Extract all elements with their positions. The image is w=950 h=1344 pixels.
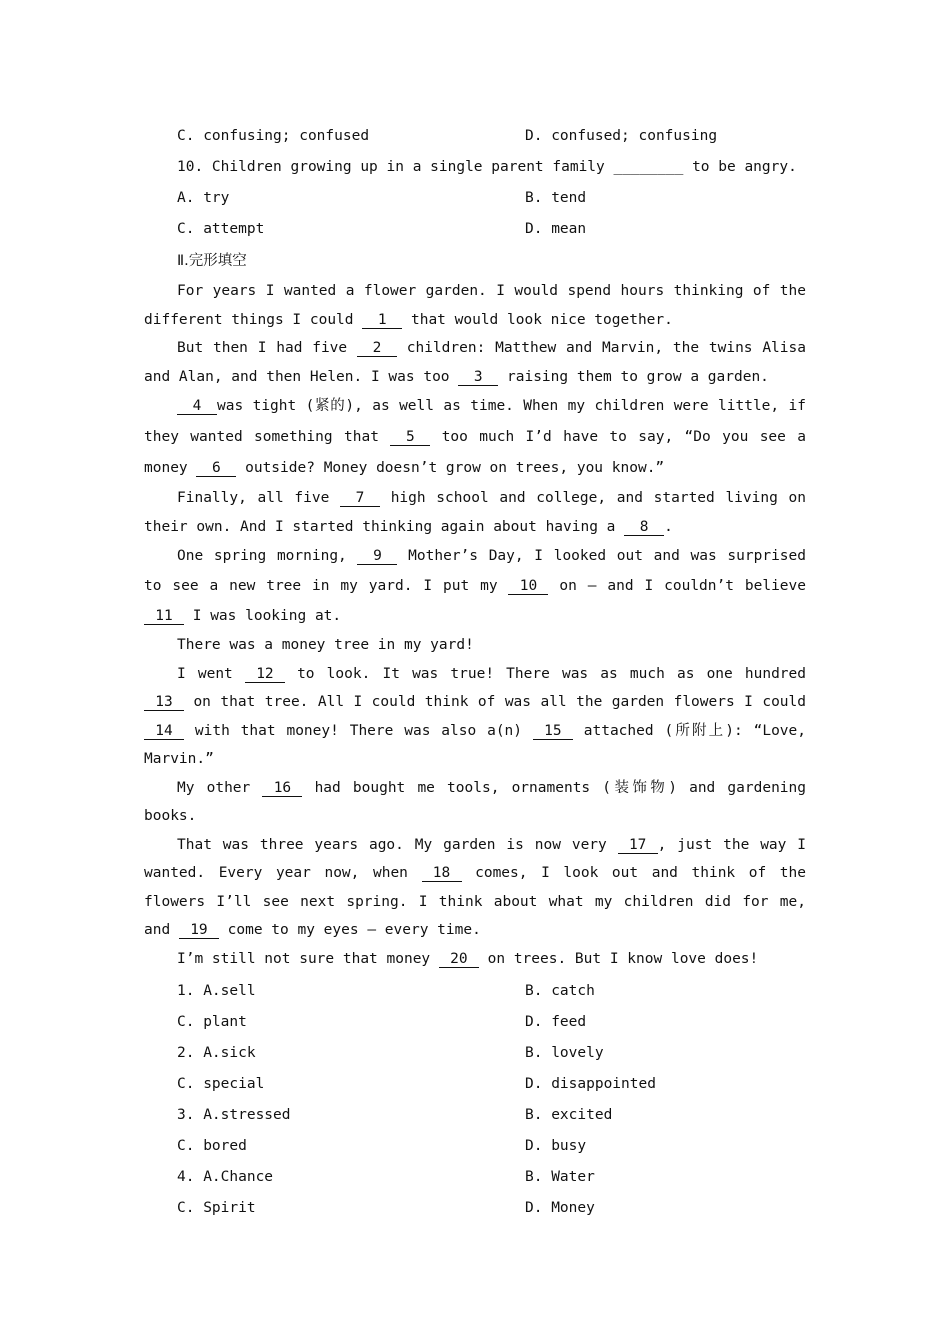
q1-options-cd — [144, 1006, 806, 1037]
option-a: A. try — [177, 189, 230, 206]
option-c: C. plant — [177, 1013, 247, 1030]
cloze-options — [144, 975, 806, 1223]
blank-6: 6 — [196, 460, 236, 477]
blank-7: 7 — [340, 490, 380, 507]
text: that would look nice together. — [402, 311, 673, 328]
option-a: 1. A.sell — [177, 982, 256, 999]
text: high school and college, and started living on their own. And I started thinking again about having a — [144, 490, 806, 535]
blank-20: 20 — [439, 951, 479, 968]
blank-12: 12 — [245, 666, 285, 683]
text: attached (所附上): “Love, Marvin.” — [144, 722, 806, 767]
blank-8: 8 — [624, 519, 664, 536]
text: outside? Money doesn’t grow on trees, you know.” — [236, 460, 665, 476]
q9-options-cd — [144, 120, 806, 151]
q4-options-ab — [144, 1161, 806, 1192]
text: come to my eyes — every time. — [218, 922, 481, 938]
q10-options-cd — [144, 213, 806, 244]
option-c: C. confusing; confused — [177, 127, 370, 144]
passage-paragraph-2 — [144, 334, 806, 391]
passage-paragraph-10 — [144, 945, 806, 974]
text: For years I wanted a flower garden. I would spend hours thinking of the different things I could — [144, 283, 806, 328]
q10-stem — [144, 151, 806, 182]
text: . — [664, 518, 673, 535]
option-d: D. disappointed — [525, 1075, 656, 1092]
text: on — and I couldn’t believe — [548, 578, 806, 594]
option-b: B. tend — [525, 189, 587, 206]
option-a: 3. A.stressed — [177, 1106, 291, 1123]
option-d: D. feed — [525, 1013, 587, 1030]
text: comes, I look out and think of the flowers I’ll see next spring. I think about what my children did for me, and — [144, 865, 806, 938]
option-c: C. special — [177, 1075, 265, 1092]
passage-paragraph-7 — [144, 660, 806, 774]
option-a: 4. A.Chance — [177, 1168, 274, 1185]
option-b: B. excited — [525, 1106, 613, 1123]
text: , just the way I wanted. Every year now, when — [144, 836, 806, 881]
blank-19: 19 — [179, 922, 219, 939]
q2-options-cd — [144, 1068, 806, 1099]
section-title: Ⅱ.完形填空 — [177, 253, 247, 269]
text: Mother’s Day, I looked out and was surprised to see a new tree in my yard. I put my — [144, 548, 806, 594]
q1-options-ab — [144, 975, 806, 1006]
option-b: B. catch — [525, 982, 595, 999]
text: My other — [177, 779, 263, 796]
blank-2: 2 — [357, 340, 397, 357]
q10-stem-after: to be angry. — [683, 158, 797, 175]
text: was tight (紧的), as well as time. When my children were little, if they wanted something that — [144, 398, 806, 445]
option-d: D. mean — [525, 220, 587, 237]
passage-paragraph-6 — [144, 631, 806, 660]
q10-stem-before: 10. Children growing up in a single parent family — [177, 158, 614, 175]
blank-15: 15 — [533, 723, 573, 740]
option-d: D. Money — [525, 1199, 595, 1216]
text: had bought me tools, ornaments (装饰物) and gardening books. — [144, 779, 806, 824]
option-d: D. confused; confusing — [525, 127, 718, 144]
text: on that tree. All I could think of was all the garden flowers I could — [184, 694, 806, 710]
blank-10: 10 — [508, 578, 548, 595]
blank-1: 1 — [362, 312, 402, 329]
blank-5: 5 — [390, 429, 430, 446]
q2-options-ab — [144, 1037, 806, 1068]
text: That was three years ago. My garden is now very — [177, 836, 618, 853]
option-c: C. Spirit — [177, 1199, 256, 1216]
blank-17: 17 — [618, 837, 658, 854]
text: I was looking at. — [184, 608, 342, 624]
blank-4: 4 — [177, 398, 217, 415]
passage-paragraph-1 — [144, 277, 806, 334]
blank-11: 11 — [144, 608, 184, 625]
q4-options-cd — [144, 1192, 806, 1223]
option-d: D. busy — [525, 1137, 587, 1154]
text: I went — [177, 665, 245, 682]
text: to look. It was true! There was as much as one hundred — [284, 665, 807, 682]
option-c: C. bored — [177, 1137, 247, 1154]
cloze-passage — [144, 277, 806, 973]
q3-options-ab — [144, 1099, 806, 1130]
q10-blank: ________ — [613, 158, 684, 175]
blank-3: 3 — [458, 369, 498, 386]
passage-paragraph-8 — [144, 774, 806, 831]
blank-14: 14 — [144, 723, 184, 740]
text: I’m still not sure that money — [177, 950, 439, 967]
blank-13: 13 — [144, 694, 184, 711]
text: One spring morning, — [177, 548, 358, 564]
passage-paragraph-4 — [144, 484, 806, 541]
text: There was a money tree in my yard! — [177, 637, 474, 653]
text: Finally, all five — [177, 490, 341, 506]
q3-options-cd — [144, 1130, 806, 1161]
q10-options-ab — [144, 182, 806, 213]
option-b: B. lovely — [525, 1044, 604, 1061]
blank-16: 16 — [262, 780, 302, 797]
text: with that money! There was also a(n) — [184, 722, 533, 739]
text: on trees. But I know love does! — [478, 950, 759, 967]
text: too much I’d have to say, “Do you see a money — [144, 429, 806, 476]
passage-paragraph-9 — [144, 831, 806, 945]
text: raising them to grow a garden. — [498, 368, 769, 385]
passage-paragraph-3 — [144, 391, 806, 484]
option-a: 2. A.sick — [177, 1044, 256, 1061]
text: children: Matthew and Marvin, the twins Alisa and Alan, and then Helen. I was too — [144, 340, 806, 385]
option-c: C. attempt — [177, 220, 265, 237]
document-page — [144, 120, 806, 1223]
passage-paragraph-5 — [144, 541, 806, 631]
blank-18: 18 — [422, 865, 462, 882]
blank-9: 9 — [357, 548, 397, 565]
text: But then I had five — [177, 340, 357, 356]
option-b: B. Water — [525, 1168, 595, 1185]
